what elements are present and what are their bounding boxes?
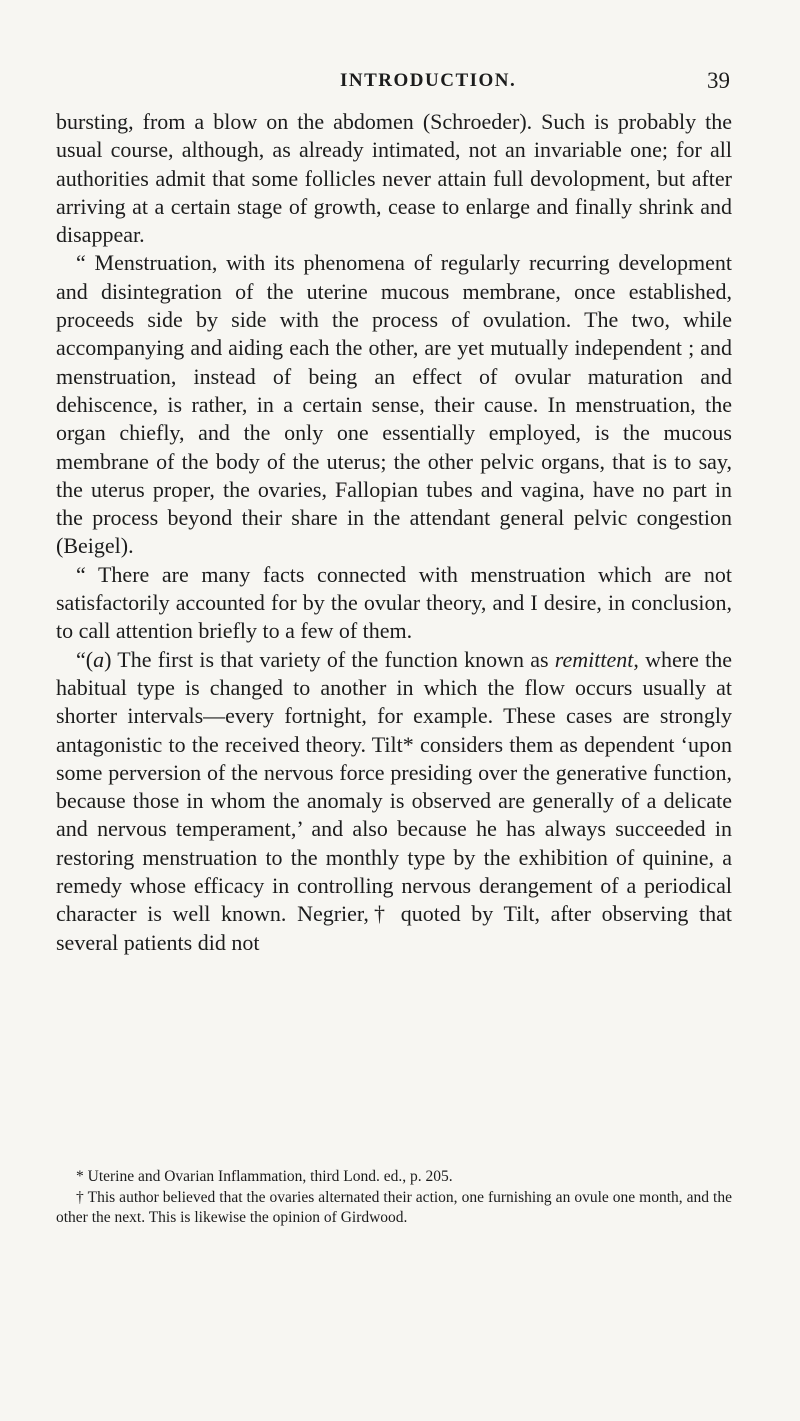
- footnote-2: † This author believed that the ovaries alternated their action, one furnishing an ovule one month, and the other the next. This is likewise the opinion of Girdwood.: [56, 1188, 732, 1226]
- paragraph-4-part-b: , where the habitual type is changed to another in which the flow occurs usually at shorter intervals—every fortnight, for example. These cases are strongly antagonistic to the received theory. Tilt* considers them as dependent ‘upon some perversion of the nervous force presiding over the generative function, because those in whom the anomaly is observed are generally of a delicate and nervous temperament,’ and also because he has always succeeded in restoring menstruation to the monthly type by the exhibition of quinine, a remedy whose efficacy in controlling nervous derangement of a periodical character is well known. Negrier,† quoted by Tilt, after observing that several patients did not: [56, 646, 733, 955]
- paragraph-4-part-a: ) The first is that variety of the function known as: [104, 646, 555, 672]
- paragraph-4-letter: a: [93, 646, 105, 672]
- paragraph-4-open: “(: [76, 646, 94, 672]
- paragraph-2: “ Menstruation, with its phenomena of regularly recurring development and disintegration of the uterine mucous membrane, once established, proceeds side by side with the process of ovulation. The two, while accompanying and aiding each the other, are yet mutually independent ; and menstruation, instead of being an effect of ovular maturation and dehiscence, is rather, in a certain sense, their cause. In menstruation, the organ chiefly, and the only one essentially employed, is the mucous membrane of the body of the uterus; the other pelvic organs, that is to say, the uterus proper, the ovaries, Fallopian tubes and vagina, have no part in the process beyond their share in the attendant general pelvic congestion (Beigel).: [56, 250, 732, 559]
- paragraph-1: bursting, from a blow on the abdomen (Schroeder). Such is probably the usual course, although, as already intimated, not an invariable one; for all authorities admit that some follicles never attain full devolopment, but after arriving at a certain stage of growth, cease to enlarge and finally shrink and disappear.: [56, 109, 732, 248]
- body-text: [56, 108, 732, 957]
- paragraph-3: “ There are many facts connected with menstruation which are not satisfactorily accounted for by the ovular theory, and I desire, in conclusion, to call attention briefly to a few of them.: [56, 561, 732, 644]
- running-title: INTRODUCTION.: [340, 70, 517, 91]
- page-number: 39: [707, 68, 730, 93]
- page-header: [340, 70, 730, 100]
- footnote-1: * Uterine and Ovarian Inflammation, third Lond. ed., p. 205.: [76, 1168, 453, 1185]
- paragraph-4: [56, 646, 732, 957]
- footnotes: [56, 1167, 732, 1229]
- paragraph-4-italic: remittent: [554, 646, 634, 672]
